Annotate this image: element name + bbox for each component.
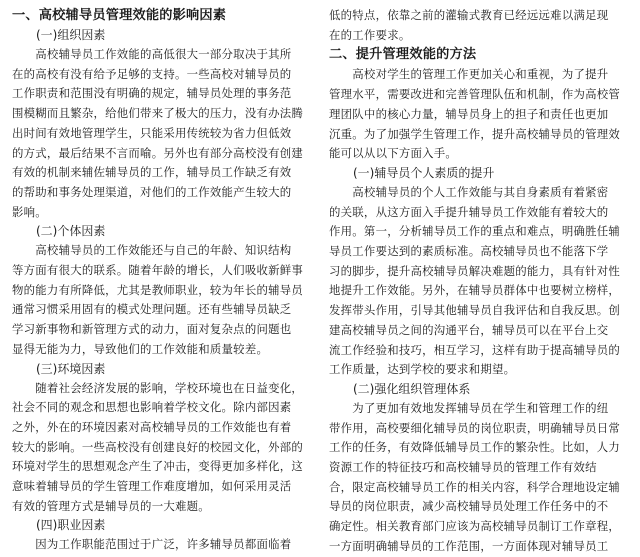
- left-column: [12, 6, 315, 555]
- text-line: 之外，外在的环境因素对高校辅导员的工作效能也有着: [12, 419, 292, 434]
- paragraph-individual: [12, 241, 315, 359]
- text-line: 随着社会经济发展的影响，学校环境也在日益变化，: [12, 380, 304, 395]
- text-line: 作用。第一，分析辅导员工作的重点和难点，明确胜任辅: [329, 224, 621, 239]
- text-line: 工作职责和范围没有明确的规定，辅导员处理的事务范: [12, 86, 292, 101]
- text-line: 出时间有效地管理学生，只能采用传统较为省力但低效: [12, 125, 292, 140]
- subheading-org-system: (二)强化组织管理体系: [353, 381, 471, 396]
- paragraph-personal-quality: [329, 183, 632, 380]
- text-line: 高校辅导员的工作效能还与自己的年龄、知识结构: [12, 243, 292, 258]
- section-heading-factors: 一、高校辅导员管理效能的影响因素: [12, 8, 227, 23]
- text-line: 在的高校有没有给予足够的支持。一些高校对辅导员的: [12, 66, 292, 81]
- text-line: 工作的任务，有效降低辅导员工作的繁杂性。比如，人力: [329, 440, 621, 455]
- text-line: 有效的管理方式是辅导员的一大难题。: [12, 498, 210, 513]
- paragraph-career: [12, 535, 315, 555]
- text-line: 显得无能为力，导致他们的工作效能和质量较差。: [12, 341, 269, 356]
- text-line: 流工作经验和技巧，相互学习，这样有助于提高辅导员的: [329, 342, 621, 357]
- text-line: 确定性。相关教育部门应该为高校辅导员制订工作章程，: [329, 519, 621, 534]
- paragraph-methods-intro: [329, 65, 632, 164]
- text-line: 建高校辅导员之间的沟通平台，辅导员可以在平台上交: [329, 322, 609, 337]
- text-line: 高校辅导员的个人工作效能与其自身素质有着紧密: [329, 184, 609, 199]
- text-line: 学习新事物和新管理方式的动力，面对复杂点的问题也: [12, 322, 292, 337]
- text-line: 工作质量，达到学校的要求和期望。: [329, 362, 516, 377]
- subheading-career: (四)职业因素: [36, 518, 106, 533]
- text-line: 资源工作的特征技巧和高校辅导员的管理工作有效结: [329, 460, 597, 475]
- text-line: 沉重。为了加强学生管理工作，提升高校辅导员的管理效: [329, 126, 621, 141]
- text-line: 的关联，从这方面入手提升辅导员工作效能有着较大的: [329, 204, 609, 219]
- text-line: 管理水平，需要改进和完善管理队伍和机制，作为高校管: [329, 87, 621, 102]
- text-line: 习的脚步，提升高校辅导员解决难题的能力，具有针对性: [329, 263, 621, 278]
- text-line: 发挥带头作用，引导其他辅导员自我评估和自我反思。创: [329, 303, 621, 318]
- text-line: 因为工作职能范围过于广泛，许多辅导员都面临着: [12, 537, 292, 552]
- section-heading-methods: 二、提升管理效能的方法: [329, 47, 477, 63]
- paragraph-organization: [12, 45, 315, 222]
- text-line: 高校对学生的管理工作更加关心和重视，为了提升: [329, 67, 609, 82]
- text-line: 的方式，最后结果不言而喻。另外也有部分高校没有创建: [12, 145, 304, 160]
- text-line: 等方面有很大的联系。随着年龄的增长，人们吸收新鲜事: [12, 263, 304, 278]
- text-line: 影响。: [12, 204, 47, 219]
- text-line: 意味着辅导员的学生管理工作难度增加，如何采用灵活: [12, 479, 292, 494]
- paragraph-org-system: [329, 399, 632, 557]
- text-line: 社会不同的观念和思想也影响着学校文化。除内部因素: [12, 400, 292, 415]
- text-line: 低的特点，依靠之前的灌输式教育已经远远难以满足现: [329, 8, 609, 22]
- text-line: 较大的影响。一些高校没有创建良好的校园文化，外部的: [12, 439, 304, 454]
- paragraph-continued: [329, 6, 632, 45]
- text-line: 地提升工作效能。另外，在辅导员群体中也要树立榜样，: [329, 283, 621, 298]
- text-line: 物的能力有所降低，尤其是教师职业，较为年长的辅导员: [12, 282, 304, 297]
- text-line: 围模糊而且繁杂，给他们带来了极大的压力，没有办法腾: [12, 106, 304, 121]
- text-line: 带作用，高校要细化辅导员的岗位职责，明确辅导员日常: [329, 420, 621, 435]
- text-line: 在的工作要求。: [329, 27, 411, 42]
- text-line: 通常习惯采用固有的模式处理问题。还有些辅导员缺乏: [12, 302, 292, 317]
- subheading-organization: (一)组织因素: [36, 28, 106, 42]
- text-line: 高校辅导员工作效能的高低很大一部分取决于其所: [12, 47, 292, 61]
- text-line: 环境对学生的思想观念产生了冲击，变得更加多样化，这: [12, 459, 304, 474]
- right-column: [329, 6, 632, 557]
- text-line: 合，限定高校辅导员工作的相关内容，科学合理地设定辅: [329, 479, 621, 494]
- subheading-personal-quality: (一)辅导员个人素质的提升: [353, 165, 495, 180]
- text-line: 有效的机制来辅佐辅导员的工作，辅导员工作缺乏有效: [12, 165, 292, 180]
- text-line: 一方面明确辅导员的工作范围，一方面体现对辅导员工: [329, 538, 609, 553]
- subheading-environment: (三)环境因素: [36, 361, 106, 376]
- text-line: 为了更加有效地发挥辅导员在学生和管理工作的纽: [329, 400, 609, 415]
- subheading-individual: (二)个体因素: [36, 224, 106, 239]
- text-line: 理团队中的核心力量，辅导员身上的担子和责任也更加: [329, 106, 609, 121]
- text-line: 导员工作要达到的素质标准。高校辅导员也不能落下学: [329, 244, 609, 259]
- text-line: 导员的岗位职责，减少高校辅导员处理工作任务中的不: [329, 499, 609, 514]
- paragraph-environment: [12, 379, 315, 517]
- text-line: 能可以从以下方面入手。: [329, 146, 458, 161]
- text-line: 的帮助和事务处理渠道，对他们的工作效能产生较大的: [12, 184, 292, 199]
